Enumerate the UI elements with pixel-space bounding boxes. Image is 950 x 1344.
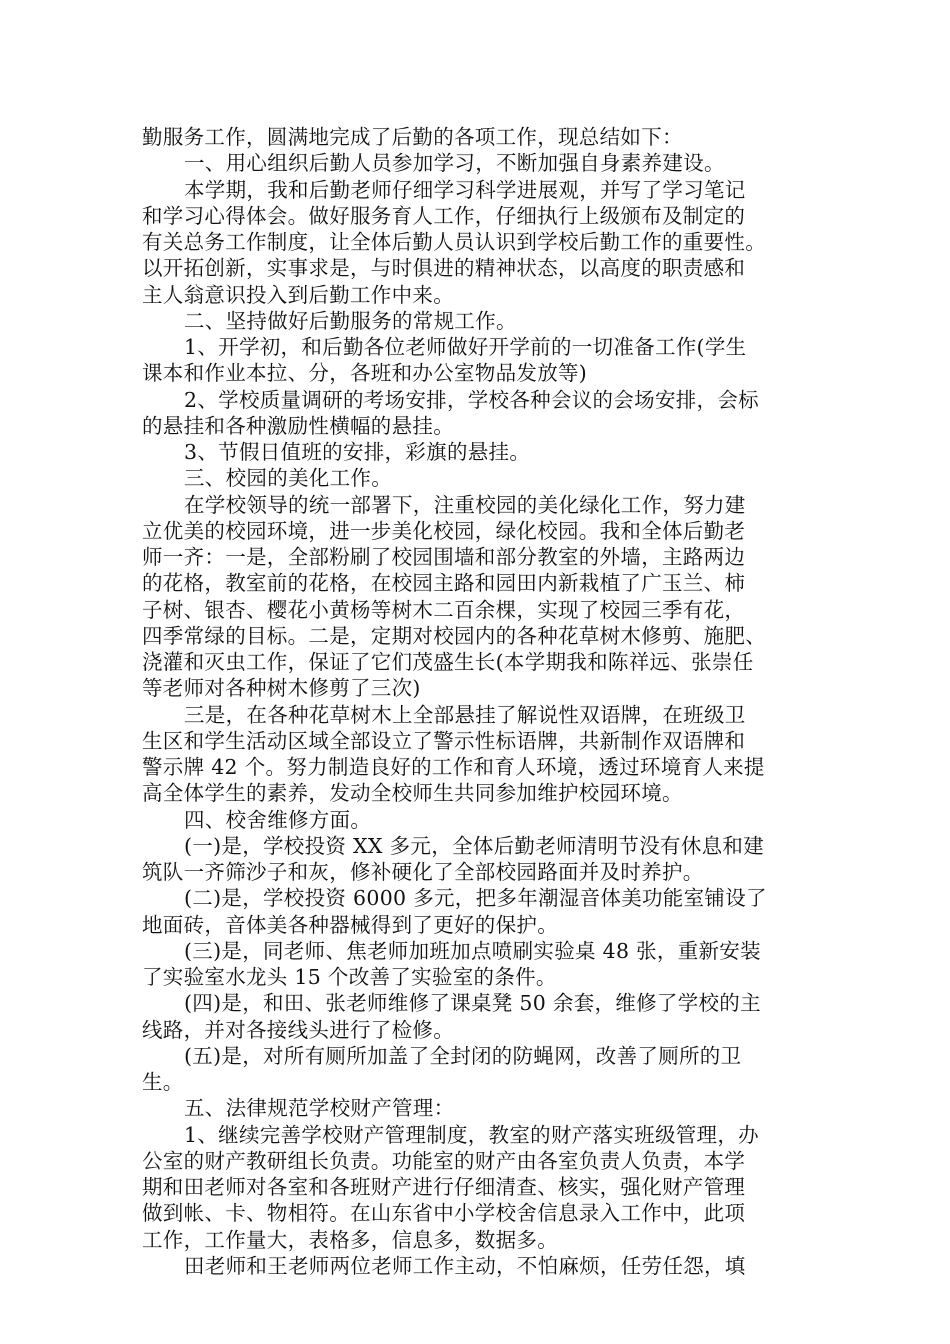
text-line: 2、学校质量调研的考场安排，学校各种会议的会场安排，会标	[184, 387, 759, 412]
text-line: 1、开学初，和后勤各位老师做好开学前的一切准备工作(学生	[184, 335, 747, 359]
text-line: 做到帐、卡、物相符。在山东省中小学校舍信息录入工作中，此项	[142, 1201, 746, 1226]
text-line: 生区和学生活动区域全部设立了警示性标语牌，共新制作双语牌和	[142, 728, 746, 753]
text-line: 筑队一齐筛沙子和灰，修补硬化了全部校园路面并及时养护。	[142, 860, 704, 884]
text-line: (四)是，和田、张老师维修了课桌凳 50 余套，维修了学校的主	[184, 991, 761, 1016]
text-line: (二)是，学校投资 6000 多元，把多年潮湿音体美功能室铺设了	[184, 886, 767, 911]
text-line: 工作，工作量大，表格多，信息多，数据多。	[142, 1227, 558, 1252]
text-line: 线路，并对各接线头进行了检修。	[142, 1017, 454, 1042]
text-line: 的悬挂和各种激励性横幅的悬挂。	[142, 413, 454, 438]
text-line: 3、节假日值班的安排，彩旗的悬挂。	[184, 440, 531, 464]
text-line: 勤服务工作，圆满地完成了后勤的各项工作，现总结如下：	[142, 125, 683, 149]
text-line: 1、继续完善学校财产管理制度，教室的财产落实班级管理，办	[184, 1122, 759, 1147]
text-line: 四季常绿的目标。二是，定期对校园内的各种花草树木修剪、施肥、	[142, 623, 766, 648]
text-line: 课本和作业本拉、分，各班和办公室物品发放等)	[142, 361, 588, 386]
text-line: 有关总务工作制度，让全体后勤人员认识到学校后勤工作的重要性。	[142, 230, 766, 254]
text-line: 和学习心得体会。做好服务育人工作，仔细执行上级颁布及制定的	[142, 203, 746, 228]
text-line: 子树、银杏、樱花小黄杨等树木二百余棵，实现了校园三季有花，	[142, 597, 746, 622]
text-line: 生。	[142, 1070, 184, 1094]
text-line: 警示牌 42 个。努力制造良好的工作和育人环境，透过环境育人来提	[142, 755, 765, 779]
text-line: 三是，在各种花草树木上全部悬挂了解说性双语牌，在班级卫	[184, 702, 746, 727]
document-body	[142, 124, 806, 1279]
text-line: 地面砖，音体美各种器械得到了更好的保护。	[142, 912, 558, 937]
text-line: 高全体学生的素养，发动全校师生共同参加维护校园环境。	[142, 781, 683, 806]
text-line: 立优美的校园环境，进一步美化校园，绿化校园。我和全体后勤老	[142, 518, 746, 543]
text-line: 二、坚持做好后勤服务的常规工作。	[184, 308, 517, 333]
text-line: 一、用心组织后勤人员参加学习，不断加强自身素养建设。	[184, 151, 725, 176]
text-line: 五、法律规范学校财产管理：	[184, 1096, 455, 1121]
text-line: 的花格，教室前的花格，在校园主路和园田内新栽植了广玉兰、柿	[142, 571, 746, 596]
text-line: 本学期，我和后勤老师仔细学习科学进展观，并写了学习笔记	[184, 177, 746, 202]
text-line: 四、校舍维修方面。	[184, 807, 372, 832]
text-line: 三、校园的美化工作。	[184, 466, 392, 491]
text-line: (五)是，对所有厕所加盖了全封闭的防蝇网，改善了厕所的卫	[184, 1043, 742, 1068]
text-line: 田老师和王老师两位老师工作主动，不怕麻烦，任劳任怨，填	[184, 1253, 746, 1278]
text-line: (一)是，学校投资 XX 多元，全体后勤老师清明节没有休息和建	[184, 833, 765, 858]
text-line: 等老师对各种树木修剪了三次)	[142, 676, 421, 701]
text-line: 师一齐：一是，全部粉刷了校园围墙和部分教室的外墙，主路两边	[142, 545, 746, 569]
text-line: (三)是，同老师、焦老师加班加点喷刷实验桌 48 张，重新安装	[184, 938, 761, 963]
text-line: 在学校领导的统一部署下，注重校园的美化绿化工作，努力建	[184, 492, 746, 517]
text-line: 公室的财产教研组长负责。功能室的财产由各室负责人负责，本学	[142, 1148, 746, 1173]
text-line: 以开拓创新，实事求是，与时俱进的精神状态，以高度的职责感和	[142, 256, 746, 281]
text-line: 主人翁意识投入到后勤工作中来。	[142, 282, 454, 307]
text-line: 了实验室水龙头 15 个改善了实验室的条件。	[142, 965, 557, 989]
text-line: 浇灌和灭虫工作，保证了它们茂盛生长(本学期我和陈祥远、张崇任	[142, 650, 754, 674]
text-line: 期和田老师对各室和各班财产进行仔细清查、核实，强化财产管理	[142, 1175, 746, 1199]
